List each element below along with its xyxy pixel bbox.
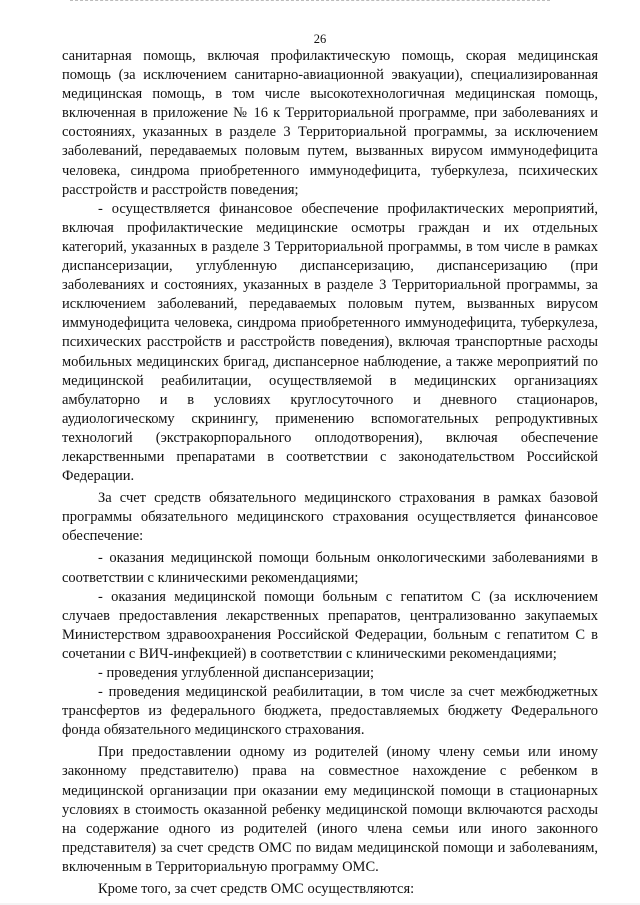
- document-body: [62, 47, 598, 899]
- page-number: 26: [313, 32, 327, 46]
- list-item-in-depth-screening: - проведения углубленной диспансеризации;: [98, 665, 375, 681]
- paragraph-parent-stay: При предоставлении одному из родителей (иному члену семьи или иному законному представителю) права на совместное нахождение с ребенком в медицинской организации при оказании ему медицинской помощи в стационарных условиях в стоимость оказанной ребенку медицинской помощи включаются расходы на содержание одного из родителей (иного члена семьи или иного законного представителя) за счет средств ОМС по видам медицинской помощи и заболеваниям, включенным в Территориальную программу ОМС.: [62, 744, 598, 875]
- list-item-rehabilitation: - проведения медицинской реабилитации, в том числе за счет межбюджетных трансфертов из федерального бюджета, предоставляемых бюджету Федерального фонда обязательного медицинского страхования.: [62, 684, 598, 739]
- paragraph-additionally: Кроме того, за счет средств ОМС осуществляются:: [98, 881, 415, 898]
- list-item-oncology: - оказания медицинской помощи больным онкологическими заболеваниями в соответствии с клиническими рекомендациями;: [62, 550, 598, 586]
- paragraph-prevention-financing: - осуществляется финансовое обеспечение профилактических мероприятий, включая профилактические медицинские осмотры граждан и их отдельных категорий, указанных в разделе 3 Территориальной программы, в том числе в рамках диспансеризации, углубленную диспансеризацию, диспансеризацию (при заболеваниях и состояниях, указанных в разделе 3 Территориальной программы, за исключением заболеваний, передаваемых половым путем, вызванных вирусом иммунодефицита человека, синдрома приобретенного иммунодефицита, туберкулеза, психических расстройств и расстройств поведения), включая транспортные расходы мобильных медицинских бригад, диспансерное наблюдение, а также мероприятий по медицинской реабилитации, осуществляемой в медицинских организациях амбулаторно и в условиях круглосуточного и дневного стационаров, аудиологическому скринингу, применению вспомогательных репродуктивных технологий (экстракорпорального оплодотворения), включая обеспечение лекарственными препаратами в соответствии с законодательством Российской Федерации.: [62, 200, 598, 485]
- paragraph-medical-care-types: санитарная помощь, включая профилактическую помощь, скорая медицинская помощь (за исключением санитарно-авиационной эвакуации), специализированная медицинская помощь, в том числе высокотехнологичная медицинская помощь, включенная в приложение № 16 к Территориальной программе, при заболеваниях и состояниях, указанных в разделе 3 Территориальной программы, за исключением заболеваний, передаваемых половым путем, вызванных вирусом иммунодефицита человека, синдрома приобретенного иммунодефицита, туберкулеза, психических расстройств и расстройств поведения;: [62, 48, 598, 198]
- list-item-hepatitis-c: - оказания медицинской помощи больным с гепатитом С (за исключением случаев предоставления лекарственных препаратов, централизованно закупаемых Министерством здравоохранения Российской Федерации, больным с гепатитом С в сочетании с ВИЧ-инфекцией) в соответствии с клиническими рекомендациями;: [62, 588, 598, 662]
- top-scan-rule: [70, 0, 550, 1]
- paragraph-oms-financing-intro: За счет средств обязательного медицинского страхования в рамках базовой программы обязательного медицинского страхования осуществляется финансовое обеспечение:: [62, 490, 598, 545]
